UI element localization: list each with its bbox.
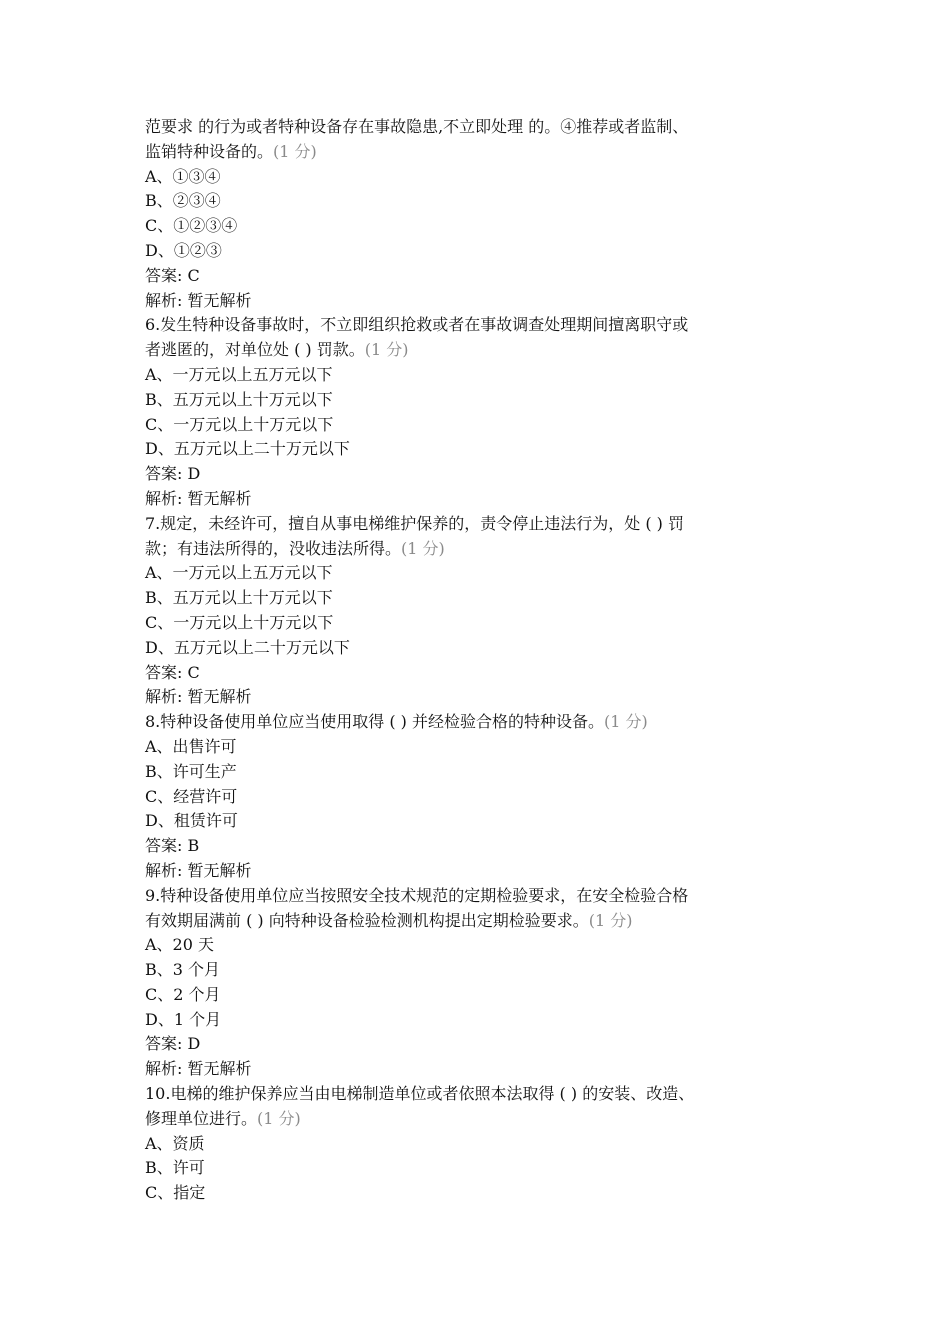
question-text-line: 7.规定，未经许可，擅自从事电梯维护保养的，责令停止违法行为，处 ( ) 罚 <box>145 513 685 533</box>
question-text-line: 6.发生特种设备事故时，不立即组织抢救或者在事故调查处理期间擅离职守或 <box>145 315 689 335</box>
option-a: A、一万元以上五万元以下 <box>145 563 333 583</box>
question-9 <box>145 884 805 1082</box>
document-page <box>145 115 805 1206</box>
option-b: B、五万元以上十万元以下 <box>145 389 333 409</box>
option-a: A、一万元以上五万元以下 <box>145 364 333 384</box>
question-text-line: 有效期届满前 ( ) 向特种设备检验检测机构提出定期检验要求。(1 分) <box>145 910 633 930</box>
option-c: C、一万元以上十万元以下 <box>145 414 334 434</box>
question-score: (1 分) <box>257 1108 301 1128</box>
question-text-line: 者逃匿的，对单位处 ( ) 罚款。(1 分) <box>145 340 409 360</box>
option-c: C、①②③④ <box>145 216 238 236</box>
answer-line: 答案: C <box>145 265 200 285</box>
question-text-line: 款；有违法所得的，没收违法所得。(1 分) <box>145 538 445 558</box>
option-c: C、经营许可 <box>145 786 238 806</box>
analysis-line: 解析: 暂无解析 <box>145 290 252 310</box>
question-text-line: 9.特种设备使用单位应当按照安全技术规范的定期检验要求，在安全检验合格 <box>145 885 689 905</box>
question-score: (1 分) <box>364 340 409 360</box>
question-5-continued <box>145 115 805 313</box>
option-a: A、①③④ <box>145 166 221 186</box>
option-c: C、指定 <box>145 1183 206 1203</box>
analysis-line: 解析: 暂无解析 <box>145 1059 252 1079</box>
option-d: D、1 个月 <box>145 1009 222 1029</box>
option-d: D、租赁许可 <box>145 811 238 831</box>
question-score: (1 分) <box>401 538 445 558</box>
question-score: (1 分) <box>604 712 648 732</box>
analysis-line: 解析: 暂无解析 <box>145 687 252 707</box>
option-b: B、许可生产 <box>145 761 237 781</box>
option-b: B、②③④ <box>145 191 221 211</box>
option-b: B、许可 <box>145 1158 205 1178</box>
option-b: B、五万元以上十万元以下 <box>145 588 333 608</box>
option-d: D、五万元以上二十万元以下 <box>145 439 350 459</box>
option-a: A、20 天 <box>145 935 215 955</box>
question-text-line: 监销特种设备的。(1 分) <box>145 141 317 161</box>
question-7 <box>145 512 805 710</box>
option-c: C、2 个月 <box>145 984 221 1004</box>
analysis-line: 解析: 暂无解析 <box>145 860 252 880</box>
option-d: D、①②③ <box>145 240 222 260</box>
answer-line: 答案: C <box>145 662 200 682</box>
question-text-line: 修理单位进行。(1 分) <box>145 1108 301 1128</box>
option-a: A、资质 <box>145 1133 205 1153</box>
question-score: (1 分) <box>588 910 633 930</box>
question-8 <box>145 710 805 884</box>
question-text-line: 8.特种设备使用单位应当使用取得 ( ) 并经检验合格的特种设备。(1 分) <box>145 712 648 732</box>
option-c: C、一万元以上十万元以下 <box>145 612 334 632</box>
option-a: A、出售许可 <box>145 736 237 756</box>
option-b: B、3 个月 <box>145 960 221 980</box>
analysis-line: 解析: 暂无解析 <box>145 488 252 508</box>
question-6 <box>145 313 805 511</box>
answer-line: 答案: D <box>145 1034 201 1054</box>
answer-line: 答案: B <box>145 836 200 856</box>
question-text-line: 10.电梯的维护保养应当由电梯制造单位或者依照本法取得 ( ) 的安装、改造、 <box>145 1084 695 1104</box>
answer-line: 答案: D <box>145 464 201 484</box>
option-d: D、五万元以上二十万元以下 <box>145 637 350 657</box>
question-score: (1 分) <box>273 141 317 161</box>
question-10 <box>145 1082 805 1206</box>
question-text-line: 范要求 的行为或者特种设备存在事故隐患,不立即处理 的。④推荐或者监制、 <box>145 117 689 136</box>
